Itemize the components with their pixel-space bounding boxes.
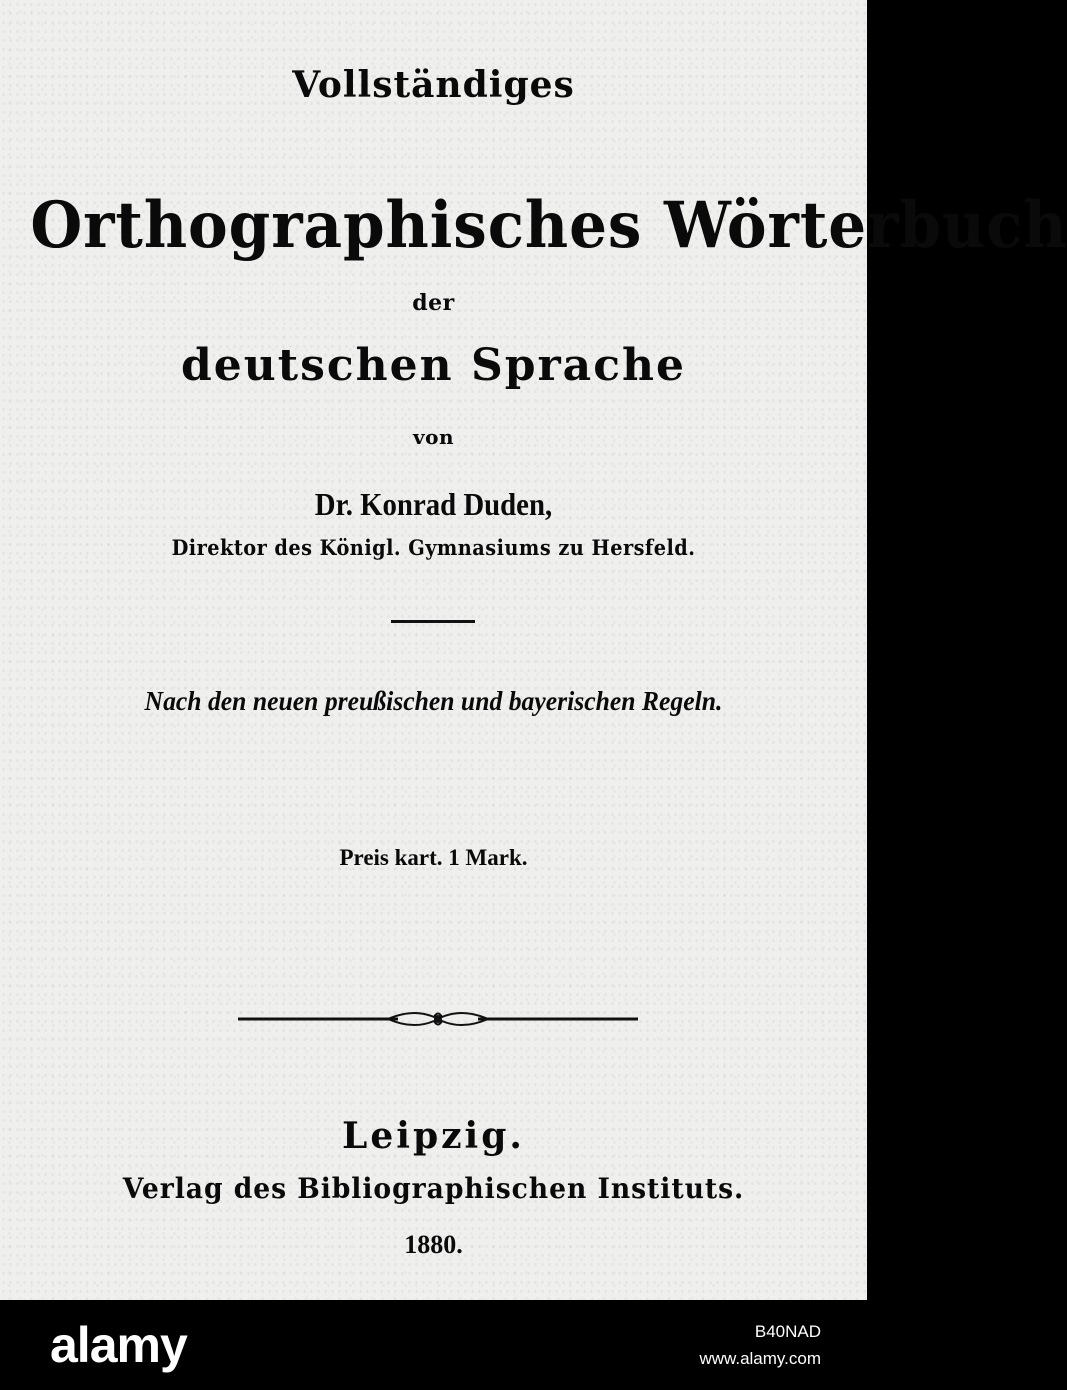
alamy-logo: alamy (50, 1317, 187, 1373)
watermark-url: www.alamy.com (699, 1349, 821, 1368)
place-line: Leipzig. (342, 1115, 525, 1157)
price-line: Preis kart. 1 Mark. (339, 845, 528, 870)
by-line: von (412, 425, 454, 449)
subject-line: deutschen Sprache (181, 340, 686, 391)
author-name: Dr. Konrad Duden, (314, 486, 553, 522)
ornament-rule-icon (238, 1006, 638, 1032)
author-role: Direktor des Königl. Gymnasiums zu Hersfeld. (171, 535, 696, 560)
pre-title: Vollständiges (292, 64, 575, 106)
publisher-line: Verlag des Bibliographischen Instituts. (122, 1172, 745, 1205)
rules-note: Nach den neuen preußischen und bayerischen Regeln. (144, 686, 723, 716)
book-title: Orthographisches Wörterbuch (30, 188, 1067, 263)
year-line: 1880. (404, 1230, 463, 1259)
article-der: der (412, 290, 455, 316)
short-rule (391, 620, 475, 623)
watermark-banner (0, 1300, 867, 1390)
image-id: B40NAD (754, 1322, 821, 1341)
